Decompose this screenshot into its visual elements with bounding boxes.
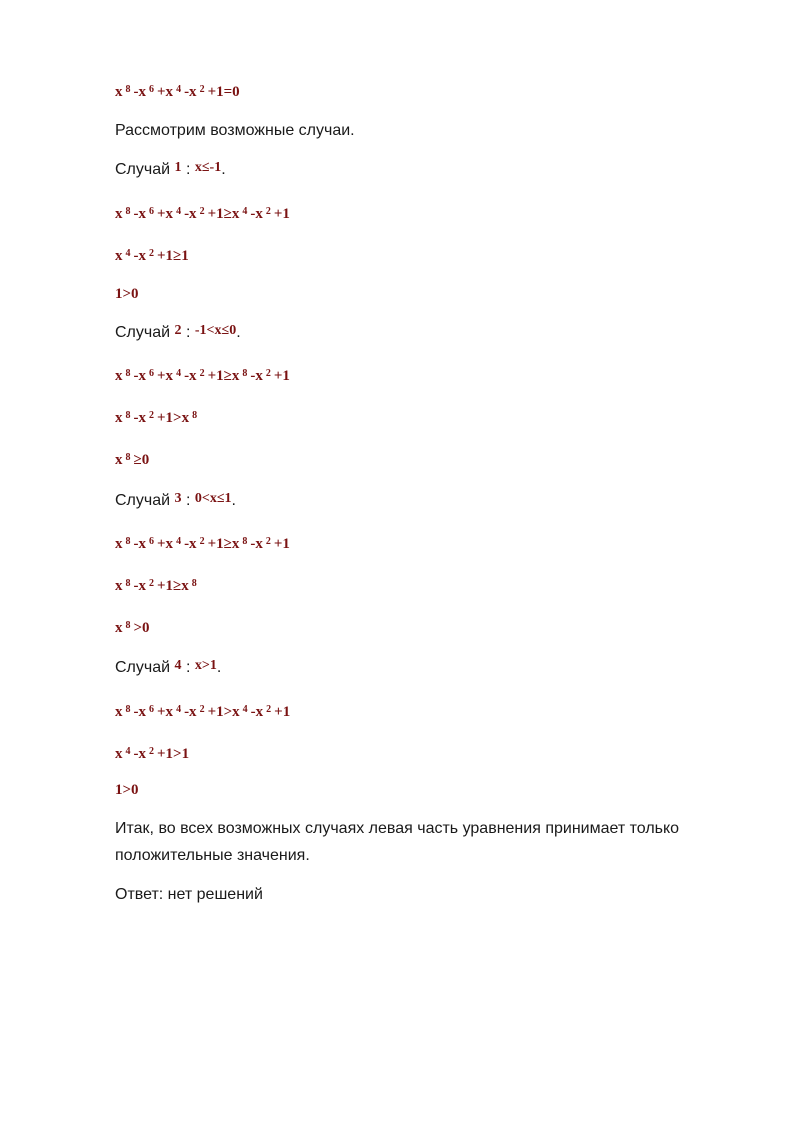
exponent: 8 (125, 578, 131, 589)
case-period: . (221, 161, 226, 178)
formula-term: +1 (274, 704, 291, 720)
exponent: 2 (149, 248, 154, 259)
exponent: 2 (199, 206, 205, 217)
exponent: 6 (149, 84, 154, 95)
case-condition: -1<x≤0 (194, 323, 237, 338)
exponent: 6 (149, 536, 154, 547)
case-2-step-2 (115, 410, 200, 427)
exponent: 8 (125, 536, 131, 547)
formula-term: -x (184, 84, 197, 100)
exponent: 8 (125, 452, 131, 463)
formula-term: +1=0 (207, 84, 240, 100)
exponent: 4 (176, 206, 182, 217)
formula-term: +1 (273, 368, 290, 384)
exponent: 8 (125, 368, 131, 379)
exponent: 2 (266, 704, 272, 715)
formula-term: +1≥x (157, 578, 189, 594)
case-word: Случай (115, 492, 171, 509)
formula-term: >0 (133, 620, 150, 636)
exponent: 2 (149, 746, 154, 757)
main-equation (115, 84, 240, 101)
exponent: 6 (149, 368, 154, 379)
exponent: 2 (199, 84, 205, 95)
case-2-step-3 (115, 452, 149, 469)
formula-term: x (115, 620, 123, 636)
formula-term: x (115, 206, 123, 222)
formula-term: +1 (273, 206, 290, 222)
case-word: Случай (115, 659, 171, 676)
case-colon: : (185, 492, 191, 509)
case-colon: : (185, 161, 191, 178)
case-4-step-2 (115, 746, 189, 763)
case-word: Случай (115, 161, 171, 178)
exponent: 8 (125, 620, 131, 631)
exponent: 4 (176, 536, 182, 547)
conclusion-line-1: Итак, во всех возможных случаях левая часть уравнения принимает только (115, 820, 680, 837)
exponent: 4 (125, 746, 131, 757)
formula-term: x (115, 368, 123, 384)
exponent: 2 (265, 368, 271, 379)
exponent: 4 (176, 368, 182, 379)
case-2-step-1 (115, 368, 290, 385)
formula-term: -x (184, 704, 197, 720)
formula-term: +1≥x (207, 368, 240, 384)
formula-term: -x (133, 410, 146, 426)
case-number: 2 (174, 323, 182, 338)
formula-term: x (115, 536, 123, 552)
case-period: . (236, 324, 241, 341)
formula-term: x (115, 746, 123, 762)
formula-term: -x (133, 746, 146, 762)
formula-term: +x (157, 84, 174, 100)
formula-term: -x (133, 536, 146, 552)
exponent: 2 (199, 704, 205, 715)
exponent: 4 (242, 206, 248, 217)
exponent: 8 (125, 704, 131, 715)
formula-term: x (115, 704, 123, 720)
exponent: 2 (149, 410, 154, 421)
exponent: 4 (176, 84, 182, 95)
exponent: 2 (199, 368, 205, 379)
case-1-step-2 (115, 248, 189, 265)
formula-term: -x (250, 206, 263, 222)
case-word: Случай (115, 324, 171, 341)
case-heading-1 (115, 161, 226, 179)
formula-term: +1>x (157, 410, 190, 426)
formula-term: -x (133, 206, 146, 222)
case-condition: 0<x≤1 (194, 491, 232, 506)
formula-term: ≥0 (133, 452, 150, 468)
case-4-step-3 (115, 782, 139, 799)
case-number: 3 (174, 491, 182, 506)
formula-term: -x (133, 704, 146, 720)
formula-term: +1>1 (157, 746, 190, 762)
formula-term: -x (133, 248, 146, 264)
formula-term: -x (184, 536, 197, 552)
case-period: . (216, 659, 222, 676)
exponent: 6 (149, 704, 154, 715)
case-colon: : (185, 324, 191, 341)
formula-term: +1≥1 (157, 248, 189, 264)
formula-term: -x (184, 368, 197, 384)
case-colon: : (185, 659, 191, 676)
formula-term: +1>x (207, 704, 240, 720)
formula-term: x (115, 248, 123, 264)
exponent: 4 (125, 248, 131, 259)
exponent: 8 (242, 368, 248, 379)
exponent: 6 (149, 206, 154, 217)
conclusion-line-2: положительные значения. (115, 847, 310, 864)
case-period: . (231, 492, 236, 509)
case-number: 4 (174, 658, 182, 673)
formula-term: +x (157, 704, 174, 720)
formula-term: x (115, 452, 123, 468)
case-heading-2 (115, 324, 241, 342)
formula-term: -x (133, 368, 146, 384)
formula-term: x (115, 578, 123, 594)
exponent: 2 (149, 578, 154, 589)
case-1-step-1 (115, 206, 290, 223)
exponent: 2 (199, 536, 205, 547)
case-4-step-1 (115, 704, 290, 721)
formula-term: x (115, 410, 123, 426)
case-1-step-3 (115, 286, 139, 303)
case-number: 1 (174, 160, 182, 175)
formula-term: +x (157, 536, 174, 552)
formula-term: -x (250, 368, 263, 384)
formula-term: +x (157, 206, 174, 222)
answer-text: Ответ: нет решений (115, 886, 263, 903)
formula-term: 1>0 (115, 286, 139, 302)
exponent: 8 (192, 410, 198, 421)
exponent: 8 (125, 410, 131, 421)
exponent: 2 (265, 206, 271, 217)
formula-term: -x (184, 206, 197, 222)
exponent: 8 (191, 578, 197, 589)
case-condition: x>1 (194, 658, 217, 673)
case-heading-4 (115, 659, 221, 677)
formula-term: 1>0 (115, 782, 139, 798)
exponent: 8 (242, 536, 248, 547)
formula-term: x (115, 84, 123, 100)
formula-term: -x (250, 704, 264, 720)
case-3-step-1 (115, 536, 290, 553)
case-3-step-3 (115, 620, 150, 637)
case-heading-3 (115, 492, 236, 510)
exponent: 8 (125, 206, 131, 217)
exponent: 4 (242, 704, 248, 715)
exponent: 4 (176, 704, 182, 715)
formula-term: +1≥x (207, 536, 240, 552)
exponent: 2 (265, 536, 271, 547)
formula-term: -x (250, 536, 263, 552)
formula-term: +x (157, 368, 174, 384)
case-3-step-2 (115, 578, 200, 595)
formula-term: +1 (273, 536, 290, 552)
intro-text: Рассмотрим возможные случаи. (115, 122, 355, 139)
formula-term: +1≥x (207, 206, 240, 222)
exponent: 8 (125, 84, 131, 95)
formula-term: -x (133, 578, 146, 594)
formula-term: -x (133, 84, 146, 100)
case-condition: x≤-1 (194, 160, 222, 175)
